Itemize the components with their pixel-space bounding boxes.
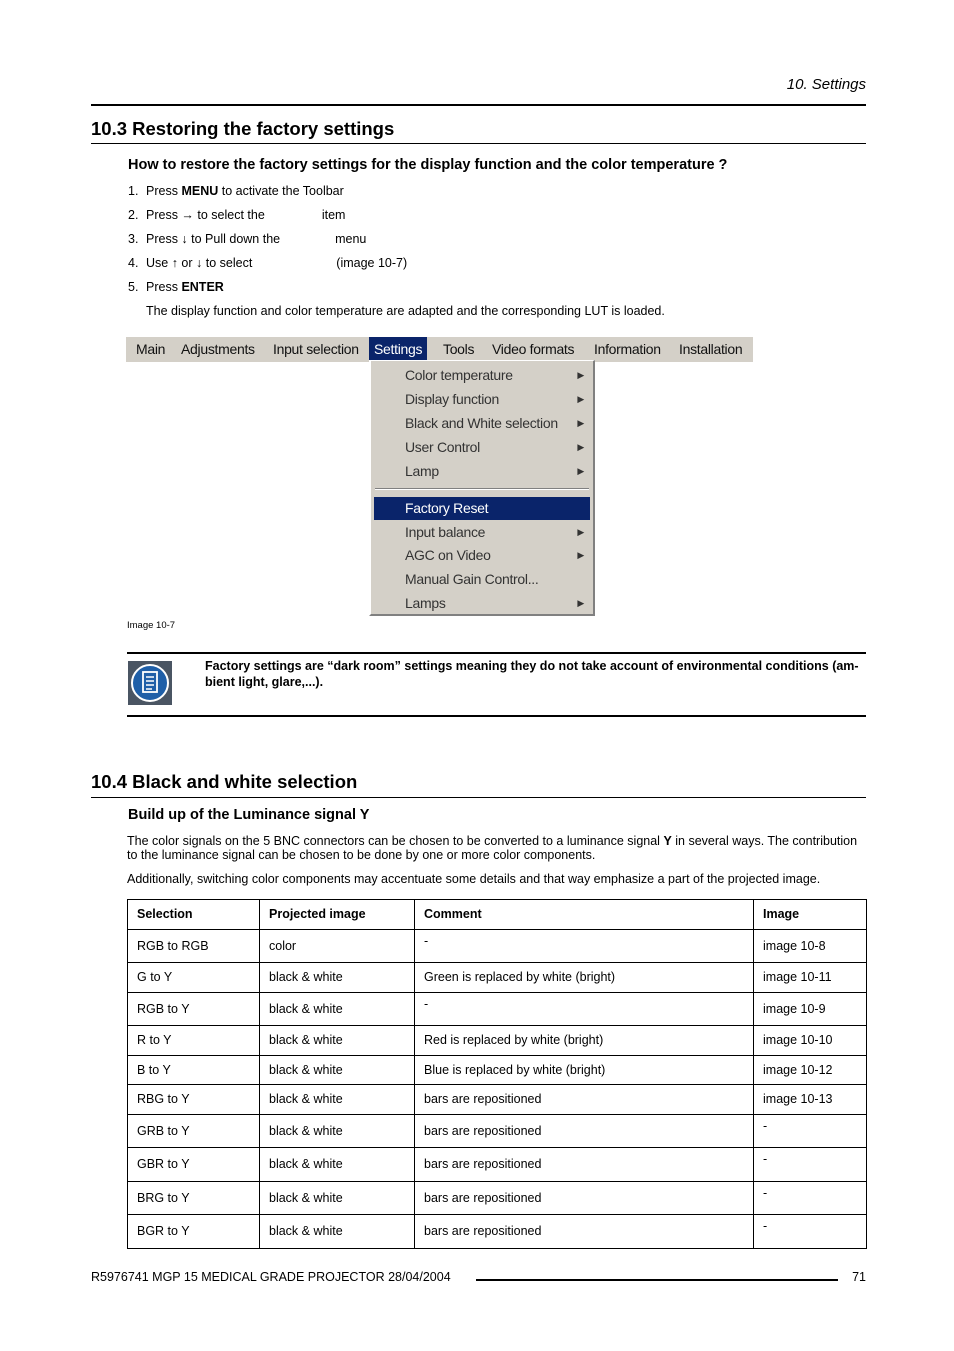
menu-installation[interactable]: Installation: [679, 341, 743, 357]
section-rule: [91, 797, 866, 798]
menu-bar: [126, 337, 753, 362]
cell-image: image 10-13: [754, 1085, 867, 1115]
submenu-arrow-icon: ▶: [577, 466, 584, 476]
table-row: [128, 929, 867, 963]
cell-image: image 10-8: [754, 929, 867, 963]
menu-input-selection[interactable]: Input selection: [273, 341, 359, 357]
menu-information[interactable]: Information: [594, 341, 661, 357]
section-title-10-4: 10.4 Black and white selection: [91, 771, 358, 792]
cell-selection: RGB to Y: [128, 992, 260, 1026]
cell-selection: RBG to Y: [128, 1085, 260, 1115]
howto-heading: How to restore the factory settings for the display function and the color temperature ?: [128, 157, 728, 173]
cell-selection: GRB to Y: [128, 1114, 260, 1148]
step-1: 1. Press MENU to activate the Toolbar: [128, 184, 344, 198]
cell-comment: bars are repositioned: [415, 1085, 754, 1115]
step-4: 4. Use ↑ or ↓ to select (image 10-7): [128, 256, 408, 270]
cell-projected-image: black & white: [260, 1085, 415, 1115]
submenu-arrow-icon: ▶: [577, 394, 584, 404]
menu-item-black-white-selection[interactable]: Black and White selection ▶: [374, 412, 590, 435]
cell-comment: bars are repositioned: [415, 1114, 754, 1148]
cell-selection: BGR to Y: [128, 1215, 260, 1249]
cell-image: -: [754, 1148, 867, 1182]
cell-image: -: [754, 1114, 867, 1148]
cell-selection: RGB to RGB: [128, 929, 260, 963]
footer-doc-info: R5976741 MGP 15 MEDICAL GRADE PROJECTOR 28/04/2004: [91, 1270, 451, 1284]
table-row: [128, 1181, 867, 1215]
subheading: Build up of the Luminance signal Y: [128, 807, 370, 823]
menu-item-manual-gain-control[interactable]: Manual Gain Control...: [405, 571, 539, 587]
col-header-projected-image: Projected image: [260, 900, 415, 930]
cell-selection: B to Y: [128, 1055, 260, 1085]
submenu-arrow-icon: ▶: [577, 527, 584, 537]
paragraph-2: Additionally, switching color components may accentuate some details and that way emphasize a part of the projected image.: [127, 872, 821, 886]
cell-projected-image: black & white: [260, 1114, 415, 1148]
menu-item-color-temperature[interactable]: Color temperature ▶: [374, 364, 590, 387]
chapter-header: 10. Settings: [786, 76, 866, 93]
cell-projected-image: black & white: [260, 1026, 415, 1056]
procedure-steps: [128, 183, 665, 327]
cell-projected-image: black & white: [260, 1148, 415, 1182]
step-3: 3. Press ↓ to Pull down the menu: [128, 232, 367, 246]
table-header-row: [128, 900, 867, 930]
cell-image: image 10-10: [754, 1026, 867, 1056]
menu-item-lamps[interactable]: Lamps ▶: [374, 592, 590, 615]
note-rule-top: [127, 652, 866, 654]
step-result: The display function and color temperature are adapted and the corresponding LUT is loaded.: [146, 304, 665, 318]
menu-main[interactable]: Main: [136, 341, 166, 357]
cell-comment: bars are repositioned: [415, 1215, 754, 1249]
menu-item-user-control[interactable]: User Control ▶: [374, 436, 590, 459]
footer-rule: [476, 1279, 838, 1281]
section-title-10-3: 10.3 Restoring the factory settings: [91, 118, 395, 139]
submenu-arrow-icon: ▶: [577, 418, 584, 428]
table-row: [128, 1215, 867, 1249]
submenu-arrow-icon: ▶: [577, 550, 584, 560]
cell-projected-image: black & white: [260, 992, 415, 1026]
cell-comment: -: [415, 992, 754, 1026]
cell-selection: R to Y: [128, 1026, 260, 1056]
note-text: Factory settings are “dark room” settings meaning they do not take account of environmental conditions (am-bient light, glare,...).: [205, 659, 859, 689]
table-row: [128, 1148, 867, 1182]
paragraph-1: The color signals on the 5 BNC connectors can be chosen to be converted to a luminance signal Y in several ways. The contribution to the luminance signal can be chosen to be done by one or more color components.: [127, 834, 858, 862]
table-row: [128, 992, 867, 1026]
step-2: 2. Press → to select the item: [128, 208, 346, 222]
menu-item-lamp[interactable]: Lamp ▶: [374, 460, 590, 483]
menu-settings[interactable]: Settings: [369, 337, 427, 362]
cell-image: image 10-12: [754, 1055, 867, 1085]
cell-comment: -: [415, 929, 754, 963]
cell-selection: G to Y: [128, 963, 260, 993]
cell-comment: Green is replaced by white (bright): [415, 963, 754, 993]
col-header-image: Image: [754, 900, 867, 930]
cell-image: image 10-11: [754, 963, 867, 993]
image-caption: Image 10-7: [127, 620, 176, 631]
col-header-selection: Selection: [128, 900, 260, 930]
menu-item-input-balance[interactable]: Input balance ▶: [374, 521, 590, 544]
cell-selection: BRG to Y: [128, 1181, 260, 1215]
note-rule-bottom: [127, 715, 866, 717]
menu-tools[interactable]: Tools: [443, 341, 475, 357]
section-rule: [91, 143, 866, 144]
menu-adjustments[interactable]: Adjustments: [181, 341, 255, 357]
menu-item-factory-reset[interactable]: Factory Reset: [374, 497, 590, 520]
cell-selection: GBR to Y: [128, 1148, 260, 1182]
cell-projected-image: black & white: [260, 1215, 415, 1249]
cell-projected-image: black & white: [260, 1055, 415, 1085]
table-row: [128, 963, 867, 993]
table-row: [128, 1026, 867, 1056]
cell-comment: Blue is replaced by white (bright): [415, 1055, 754, 1085]
menu-item-agc-on-video[interactable]: AGC on Video ▶: [374, 544, 590, 567]
selection-table: [127, 899, 867, 1249]
cell-comment: Red is replaced by white (bright): [415, 1026, 754, 1056]
step-5: 5. Press ENTER: [128, 280, 224, 294]
note-icon: [128, 661, 172, 705]
cell-image: -: [754, 1215, 867, 1249]
cell-comment: bars are repositioned: [415, 1148, 754, 1182]
submenu-arrow-icon: ▶: [577, 370, 584, 380]
table-row: [128, 1085, 867, 1115]
page-number: 71: [852, 1270, 866, 1284]
cell-projected-image: black & white: [260, 1181, 415, 1215]
cell-comment: bars are repositioned: [415, 1181, 754, 1215]
submenu-arrow-icon: ▶: [577, 598, 584, 608]
header-rule: [91, 104, 866, 106]
cell-projected-image: black & white: [260, 963, 415, 993]
table-body: [128, 929, 867, 1248]
cell-image: image 10-9: [754, 992, 867, 1026]
cell-image: -: [754, 1181, 867, 1215]
menu-video-formats[interactable]: Video formats: [492, 341, 575, 357]
cell-projected-image: color: [260, 929, 415, 963]
menu-separator: [375, 488, 589, 490]
col-header-comment: Comment: [415, 900, 754, 930]
submenu-arrow-icon: ▶: [577, 442, 584, 452]
table-row: [128, 1055, 867, 1085]
table-row: [128, 1114, 867, 1148]
menu-item-display-function[interactable]: Display function ▶: [374, 388, 590, 411]
settings-dropdown: [369, 360, 595, 616]
